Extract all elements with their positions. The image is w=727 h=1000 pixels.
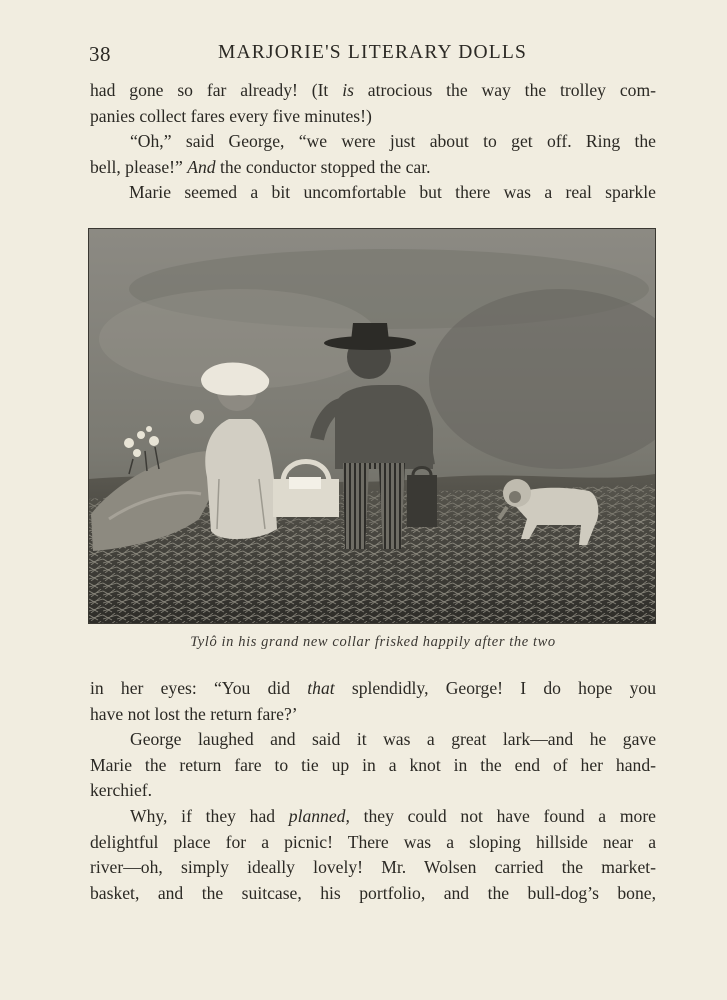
text-line: delightful place for a picnic! There was a sloping hillside near a — [90, 831, 656, 852]
illustration-caption: Tylô in his grand new collar frisked happily after the two — [190, 634, 556, 650]
text-line: basket, and the suitcase, his portfolio, and the bull-dog’s bone, — [90, 882, 656, 903]
text-line: panies collect fares every five minutes!) — [90, 105, 372, 126]
text-line: bell, please!” And the conductor stopped the car. — [90, 156, 431, 177]
doll-photograph — [88, 228, 656, 624]
text-line: have not lost the return fare?’ — [90, 703, 298, 724]
bottom-paragraphs — [90, 676, 656, 906]
text-line: in her eyes: “You did that splendidly, George! I do hope you — [90, 678, 656, 698]
text-line: river—oh, simply ideally lovely! Mr. Wolsen carried the market- — [90, 857, 656, 878]
page-number: 38 — [89, 42, 111, 66]
text-line: Marie the return fare to tie up in a knot in the end of her hand- — [90, 754, 656, 775]
text-line: George laughed and said it was a great lark—and he gave — [130, 729, 656, 750]
top-paragraphs — [90, 78, 656, 206]
page-header — [89, 42, 656, 68]
text-line: Why, if they had planned, they could not have found a more — [130, 805, 656, 826]
text-line: kerchief. — [90, 780, 153, 801]
running-title: MARJORIE'S LITERARY DOLLS — [217, 42, 528, 63]
text-line: had gone so far already! (It is atrocious the way the trolley com- — [90, 80, 656, 100]
text-line: Marie seemed a bit uncomfortable but there was a real sparkle — [129, 182, 656, 203]
text-line: “Oh,” said George, “we were just about to get off. Ring the — [130, 131, 656, 152]
